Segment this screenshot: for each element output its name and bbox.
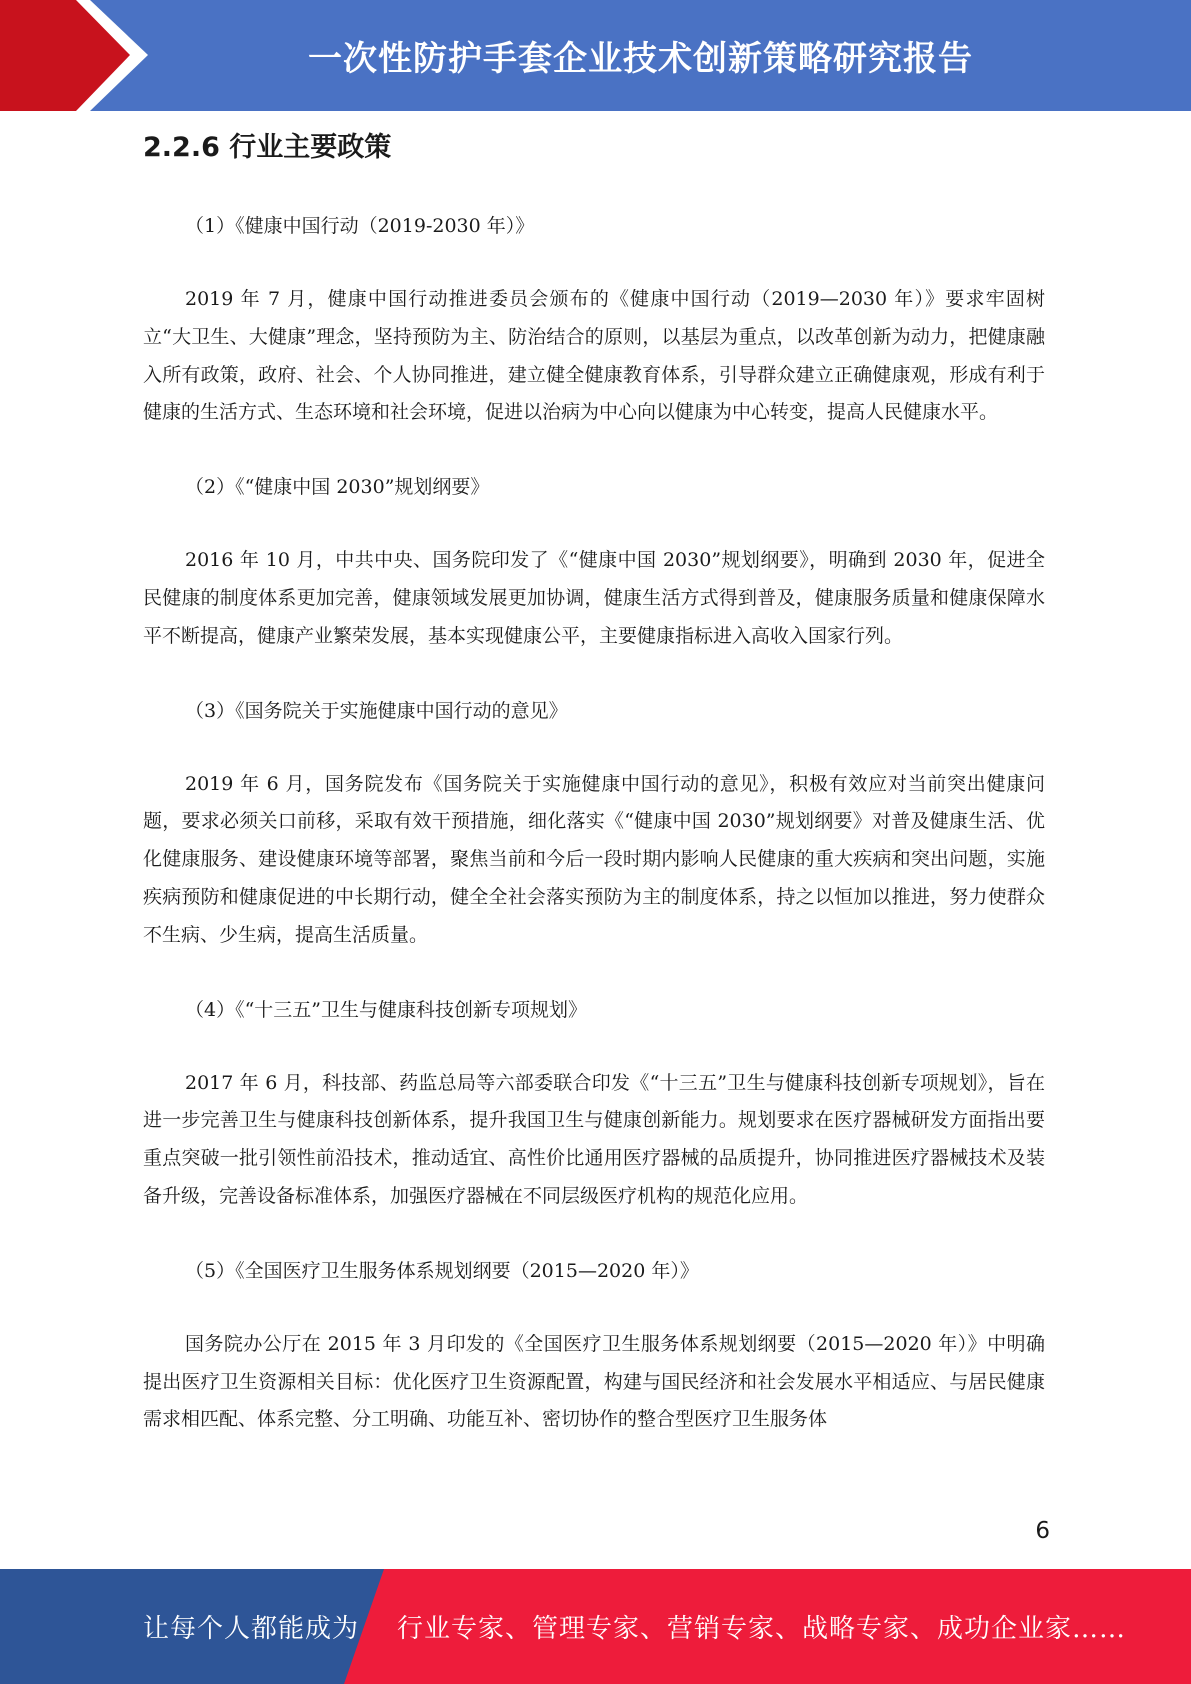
policy-title: （3）《国务院关于实施健康中国行动的意见》 xyxy=(185,699,568,722)
header-chevron-decoration xyxy=(0,0,160,111)
policy-body: 2019 年 6 月，国务院发布《国务院关于实施健康中国行动的意见》，积极有效应对当前突出健康问题，要求必须关口前移，采取有效干预措施，细化落实《“健康中国 2030”规划纲要》对普及健康生活、优化健康服务、建设健康环境等部署，聚焦当前和今后一段时期内影响人民健康的重大疾病和突出问题，实施疾病预防和健康促进的中长期行动，健全全社会落实预防为主的制度体系，持之以恒加以推进，努力使群众不生病、少生病，提高生活质量。 xyxy=(143,772,1045,946)
page-header xyxy=(0,0,1191,111)
policy-body: 国务院办公厅在 2015 年 3 月印发的《全国医疗卫生服务体系规划纲要（2015—2020 年）》中明确提出医疗卫生资源相关目标：优化医疗卫生资源配置，构建与国民经济和社会发展水平相适应、与居民健康需求相匹配、体系完整、分工明确、功能互补、密切协作的整合型医疗卫生服务体 xyxy=(143,1332,1045,1431)
footer-slogan-right: 行业专家、管理专家、营销专家、战略专家、成功企业家…… xyxy=(397,1614,1127,1644)
page-number: 6 xyxy=(1035,1518,1050,1544)
policy-title: （4）《“十三五”卫生与健康科技创新专项规划》 xyxy=(185,998,588,1021)
footer-slogan-left: 让每个人都能成为 xyxy=(143,1614,360,1644)
policy-body: 2016 年 10 月，中共中央、国务院印发了《“健康中国 2030”规划纲要》，明确到 2030 年，促进全民健康的制度体系更加完善，健康领域发展更加协调，健康生活方式得到普及，健康服务质量和健康保障水平不断提高，健康产业繁荣发展，基本实现健康公平，主要健康指标进入高收入国家行列。 xyxy=(143,549,1045,647)
section-heading: 2.2.6 行业主要政策 xyxy=(143,132,392,163)
policy-title: （2）《“健康中国 2030”规划纲要》 xyxy=(185,476,490,499)
policy-body: 2017 年 6 月，科技部、药监总局等六部委联合印发《“十三五”卫生与健康科技创新专项规划》，旨在进一步完善卫生与健康科技创新体系，提升我国卫生与健康创新能力。规划要求在医疗器械研发方面指出要重点突破一批引领性前沿技术，推动适宜、高性价比通用医疗器械的品质提升，协同推进医疗器械技术及装备升级，完善设备标准体系，加强医疗器械在不同层级医疗机构的规范化应用。 xyxy=(143,1071,1045,1207)
policy-title: （1）《健康中国行动（2019-2030 年）》 xyxy=(185,215,535,237)
policy-body: 2019 年 7 月，健康中国行动推进委员会颁布的《健康中国行动（2019—2030 年）》要求牢固树立“大卫生、大健康”理念，坚持预防为主、防治结合的原则，以基层为重点，以改革创新为动力，把健康融入所有政策，政府、社会、个人协同推进，建立健全健康教育体系，引导群众建立正确健康观，形成有利于健康的生活方式、生态环境和社会环境，促进以治病为中心向以健康为中心转变，提高人民健康水平。 xyxy=(143,288,1045,424)
policy-title: （5）《全国医疗卫生服务体系规划纲要（2015—2020 年）》 xyxy=(185,1259,699,1282)
page-footer xyxy=(0,1569,1191,1684)
report-title: 一次性防护手套企业技术创新策略研究报告 xyxy=(308,39,973,79)
page-content xyxy=(143,125,1045,1439)
